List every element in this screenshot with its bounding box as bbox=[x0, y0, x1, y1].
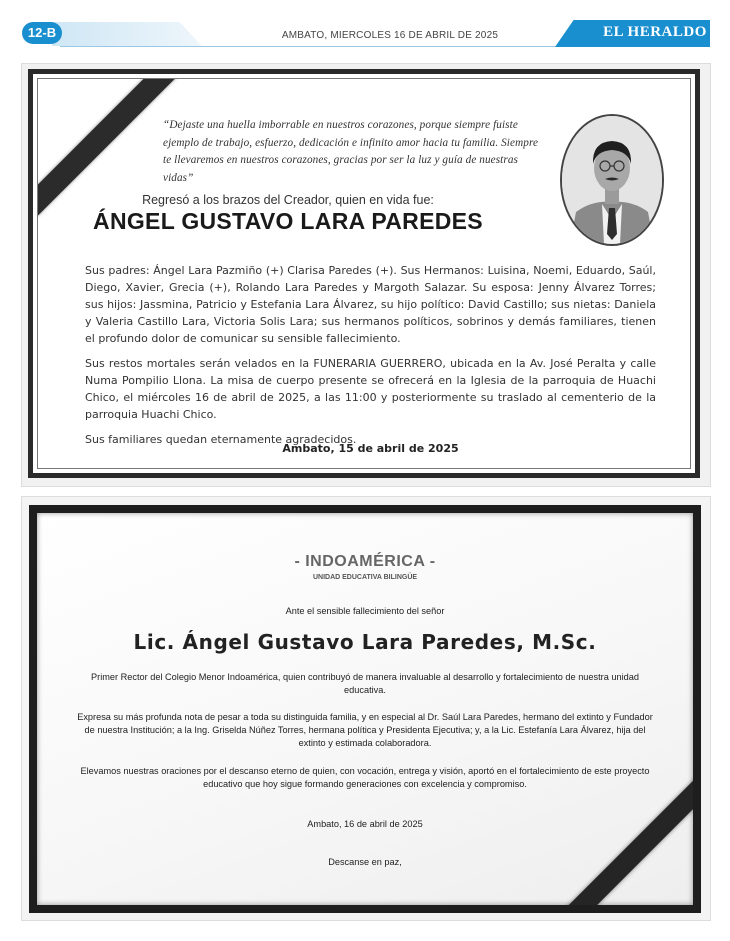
school-paragraph-condolence: Expresa su más profunda nota de pesar a toda su distinguida familia, y en especial al Dr. Saúl Lara Paredes, hermano del extinto y Fundador de nuestra Institución; a la Ing. Griselda Núñez Torres, hermana política y Presidenta Ejecutiva; y, a la Lic. Estefanía Lara Álvarez, hija del extinto y estimada colaboradora. bbox=[77, 712, 653, 748]
school-closing: Descanse en paz, bbox=[328, 857, 402, 867]
obituary-frame bbox=[28, 69, 700, 478]
school-logo-name: - INDOAMÉRICA - bbox=[294, 553, 436, 570]
newspaper-name: EL HERALDO bbox=[603, 24, 707, 40]
school-subtitle: UNIDAD EDUCATIVA BILINGÜE bbox=[312, 574, 418, 581]
deceased-name: ÁNGEL GUSTAVO LARA PAREDES bbox=[93, 208, 483, 234]
school-paragraph-prayer: Elevamos nuestras oraciones por el descanso eterno de quien, con vocación, entrega y visión, aportó en el fortalecimiento de este proyecto educativo que hoy sigue formando generaciones con excelencia y compromiso. bbox=[80, 766, 650, 789]
obituary-intro: Regresó a los brazos del Creador, quien en vida fue: bbox=[142, 193, 434, 207]
school-paragraph-role: Primer Rector del Colegio Menor Indoamérica, quien contribuyó de manera invaluable al desarrollo y fortalecimiento de nuestra unidad educativa. bbox=[91, 672, 639, 695]
memorial-quote: “Dejaste una huella imborrable en nuestros corazones, porque siempre fuiste ejemplo de trabajo, esfuerzo, dedicación e infinito amor hacia tu familia. Siempre te llevaremos en nuestros corazones, gracias por ser la luz y guía de nuestras vidas” bbox=[163, 119, 539, 184]
obituary-notice-family bbox=[21, 63, 711, 487]
school-obituary-frame bbox=[29, 505, 701, 913]
funeral-details-paragraph: Sus restos mortales serán velados en la FUNERARIA GUERRERO, ubicada en la Av. José Peralta y calle Numa Pompilio Llona. La misa de cuerpo presente se ofrecerá en la Iglesia de la parroquia de Huachi Chico, el miércoles 16 de abril de 2025, a las 11:00 y posteriormente su traslado al cementerio de la parroquia Huachi Chico. bbox=[85, 357, 656, 421]
obituary-notice-school bbox=[21, 496, 711, 921]
portrait-photo bbox=[560, 114, 664, 246]
header-rule bbox=[60, 46, 560, 47]
school-obituary-date: Ambato, 16 de abril de 2025 bbox=[307, 819, 423, 829]
thanks-paragraph: Sus familiares quedan eternamente agradecidos. bbox=[85, 433, 357, 446]
obituary-date: Ambato, 15 de abril de 2025 bbox=[282, 442, 459, 455]
page-number-badge: 12-B bbox=[22, 22, 62, 44]
header-date: AMBATO, MIERCOLES 16 DE ABRIL DE 2025 bbox=[281, 30, 499, 41]
obituary-body bbox=[85, 262, 656, 456]
header-accent-shape bbox=[52, 22, 202, 46]
portrait-photo-image bbox=[562, 116, 662, 244]
family-paragraph: Sus padres: Ángel Lara Pazmiño (+) Clarisa Paredes (+). Sus Hermanos: Luisina, Noemi, Eduardo, Saúl, Diego, Xavier, Grecia (+), Rolando Lara Paredes y Margoth Salazar. Su esposa: Jenny Álvarez Torres; sus hijos: Jassmina, Patricio y Estefania Lara Álvarez, su hijo político: David Castillo; sus nietas: Daniela y Valeria Castillo Lara, Victoria Solis Lara; sus hermanos políticos, sobrinos y demás familiares, tienen el profundo dolor de comunicar su sensible fallecimiento. bbox=[85, 264, 656, 345]
school-intro: Ante el sensible fallecimiento del señor bbox=[285, 606, 445, 616]
school-deceased-name: Lic. Ángel Gustavo Lara Paredes, M.Sc. bbox=[133, 630, 597, 654]
page-header bbox=[0, 0, 730, 54]
